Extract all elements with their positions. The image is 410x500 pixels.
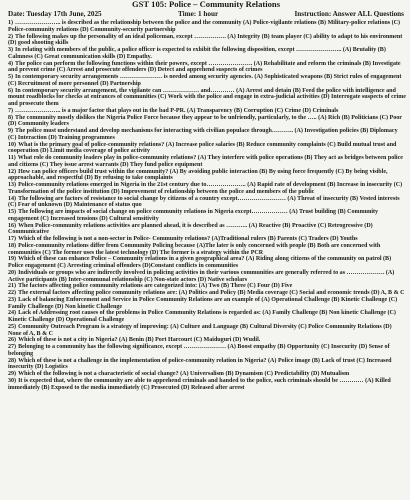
question-text: Individuals or groups who are indirectly involved in policing activities in their various communities are generally referred to as ………………. (A) Active participants (B) Inter-communal relationship (C) Non-state actors (D) Native scholars [8,269,395,283]
question-number: 30) [8,377,17,384]
question-text: Which of these is not a challenge in the implementation of police-community relation in Nigeria? (A) Police image (B) Lack of trust (C) Increased insecurity (D) Logistics [8,357,392,371]
question-text: ………………….. is described as the relationship between the police and the community (A) Police-vigilante relations (B) Military-police relations (C) Police-community relations (D) Community-security partnership [8,20,400,33]
question-item [8,324,406,338]
question-text: The factors affecting police community relations are categorized into: (A) Two (B) Three (C) Four (D) Five [18,283,293,290]
question-number: 27) [8,344,17,350]
question-text: How can police officers build trust within the community? (A) By avoiding public interaction (B) By using force frequently (C) By being visible, approachable, and respectful (D) By refusing to take complaints [8,168,388,182]
question-item [8,115,406,129]
question-item [8,34,406,48]
exam-duration: Time: 1 hour [177,9,219,18]
question-number: 17) [8,236,17,242]
question-text: Community Outreach Program is a strategy of improving: (A) Culture and Language (B) Cultural Diversity (C) Police Community Relations (D) None of A, B & C [8,323,392,337]
question-number: 10) [8,141,17,148]
question-number: 16) [8,222,17,229]
question-text: The external factors affecting police community relations are: (A) Politics and Policy (B) Media coverage (C) Social and economic trends (D) A, B & C [18,290,405,296]
question-number: 6) [8,87,14,94]
question-number: 15) [8,209,17,215]
question-text: The following are impacts of social change on police community relations in Nigeria except……………… (A) Trust building (B) Community engagement (C) Increased tensions (D) Cultural sensitivity [8,209,379,222]
question-text: The community mostly dislikes the Nigeria Police Force because they appear to be unfriendly, particularly, to the ….. (A) Rich (B) Politicians (C) Poor (D) Community leaders [8,114,402,128]
question-number: 8) [8,114,14,121]
question-number: 20) [8,269,17,276]
question-number: 14) [8,195,17,202]
question-number: 3) [8,47,14,53]
question-text: Lack of Addressing root causes of the problems in Police Community Relations is regarded as: (A) Family Challenge (B) Non kinetic Challenge (C) Kinetic Challenge (D) Operational Challenge [8,310,396,323]
question-text: Which of the following is not a non-sector in Police- Community relations? (A)Traditional rulers (B) Parents (C) Traders (D) Youths [18,236,358,242]
question-text: The following are factors of resistance to social change by citizens of a country except…………………… (A) Threat of insecurity (B) Vested interests (C) Fear of unknown (D) Maintenance of status quo [8,195,400,209]
question-item [8,344,406,358]
question-number: 1) [8,20,14,26]
course-title: GST 105: Police – Community Relations [131,0,281,9]
question-item [8,182,406,196]
question-item [8,196,406,210]
question-item [8,74,406,88]
question-item [8,108,406,115]
question-text: The following makes up the personality of an ideal policeman, except ……………. (A) Integrity (B) team player (C) ability to adapt to his environment (D) good shooting skills [8,33,403,47]
question-item [8,142,406,156]
question-text: ………………….. is a major factor that plays out in the bad P-PR. (A) Transparency (B) Corruption (C) Crime (D) Criminals [15,107,339,114]
exam-header [8,0,404,18]
question-number: 25) [8,323,17,330]
question-text: Which of the following is not a characteristic of social change? (A) Universalism (B) Dynamism (C) Predictability (D) Mutualism [18,371,350,377]
question-number: 23) [8,296,17,303]
question-text: Lack of balancing Enforcement and Service in Police Community Relations are an example of (A) Operational Challenge (B) Kinetic Challenge (C) Family Challenge (D) Non kinetic Challenge [8,296,398,310]
question-text: Which of these can enhance Police – Community relations in a given geographical area? (A) Riding along citizens of the community on patrol (B) Police engagement (C) Arresting criminal offenders (D)Constant conflicts in communities [8,256,392,269]
question-number: 21) [8,283,17,290]
question-item [8,358,406,372]
question-number: 12) [8,168,17,175]
question-item [8,371,406,378]
question-text: In contemporary security arrangements ………………… is needed among security agencies. (A) Sophisticated weapons (B) Strict rules of engagement (C) Recruitment of more personnel (D) Partnership [8,74,402,87]
question-item [8,337,406,344]
question-text: What is the primary goal of police-community relations? (A) Increase police salaries (B) Reduce community complaints (C) Build mutual trust and cooperation (D) Limit media coverage of police activity [8,141,397,155]
question-text: What role do community leaders play in police-community relations? (A) They interfere with police operations (B) They act as bridges between police and citizens (C) They issue arrest warrants (D) They fund police equipment [8,155,403,168]
question-number: 26) [8,337,17,344]
question-number: 5) [8,74,14,80]
question-text: The police must understand and develop mechanisms for interacting with civilian populace through……….. (A) Investigation policies (B) Diplomacy (C) Interaction (D) Training programmes [8,128,398,141]
question-number: 11) [8,155,16,161]
question-text: When Police-community relations activities are planned ahead, it is described as ……….. (A) Reactive (B) Proactive (C) Retrogressive (D) Communicative [8,222,373,236]
question-number: 4) [8,60,14,67]
question-item [8,20,406,34]
question-item [8,47,406,61]
question-number: 29) [8,371,17,377]
question-item [8,243,406,257]
question-item [8,128,406,142]
question-item [8,310,406,324]
question-item [8,256,406,270]
question-list [8,20,406,391]
question-number: 19) [8,256,17,263]
exam-date: Date: Tuesday 17th June, 2025 [8,9,102,18]
question-number: 22) [8,290,17,296]
question-number: 7) [8,107,14,114]
question-item [8,378,406,392]
question-text: It is expected that, where the community are able to apprehend criminals and handed to the police, such criminals should be ………… (A) Killed immediately (B) Exposed to the media immediately (C) Prosecuted (D) Released after arrest [8,377,391,391]
question-item [8,169,406,183]
exam-instruction: Instruction: Answer ALL Questions [294,9,404,18]
question-item [8,283,406,290]
question-text: Police-community relations emerged in Nigeria in the 21st century due to……………….. (A) Rapid rate of development (B) Increase in insecurity (C) Transformation of the police institution (D) Improvement of relationship between the police and members of the public [8,182,403,195]
question-item [8,290,406,297]
question-text: In contemporary security arrangement, the vigilante can ……………… and………… (A) Arrest and detain (B) Feed the police with intelligence and mount roadblocks for checks at entrances of communities (C) Work with the police and engage in extra-judicial activities (D) Interrogate suspects of crime and prosecute them [8,87,406,107]
question-item [8,270,406,284]
question-number: 28) [8,357,17,364]
exam-meta-row [8,10,404,19]
question-item [8,155,406,169]
question-item [8,209,406,223]
question-text: The police can perform the following functions within their powers, except …………………. (A) Rehabilitate and reform the criminals (B) Investigate and prevent crime (C) Arrest and prosecute offenders (D) Detect and apprehend suspects of crimes [8,60,401,74]
question-item [8,236,406,243]
question-item [8,61,406,75]
question-item [8,297,406,311]
question-number: 2) [8,33,14,40]
question-text: Which of these is not a city in Nigeria? (A) Benin (B) Port Harcourt (C) Maiduguri (D) Wudil. [18,337,261,344]
question-text: In relating with members of the public, a police officer is expected to exhibit the following disposition, except ………………….. (A) Brutality (B) Calmness (C) Great communication skills (D) Empathy. [8,47,386,60]
question-number: 24) [8,310,17,317]
question-number: 9) [8,128,14,134]
question-item [8,88,406,108]
question-item [8,223,406,237]
question-number: 18) [8,242,17,249]
question-text: Belonging to a community has the following significance, except ………………… (A) Boost empathy (B) Opportunity (C) Insecurity (D) Sense of belonging [8,344,390,357]
question-text: Police-community relations differ from Community Policing because (A)The later is only concerned with people (B) Both are concerned with communities (C) The former uses the latest technology (D) The former is a strategy within the PCR [8,242,381,256]
question-number: 13) [8,182,17,188]
